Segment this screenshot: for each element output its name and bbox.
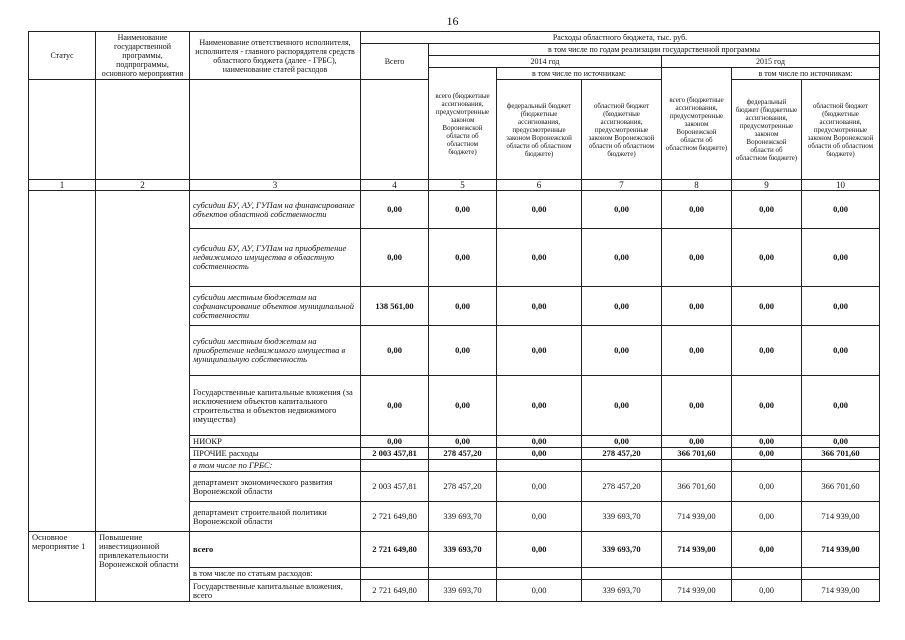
cell-2014-federal: 0,00 bbox=[497, 191, 582, 229]
cell-total: 2 721 649,80 bbox=[361, 502, 429, 532]
cell-2015-regional: 0,00 bbox=[802, 376, 880, 436]
header-total: Всего bbox=[361, 44, 429, 80]
cell-2014-total: 339 693,70 bbox=[429, 502, 497, 532]
col-number: 2 bbox=[96, 180, 190, 191]
cell-2014-regional: 0,00 bbox=[582, 229, 662, 287]
cell-total: 0,00 bbox=[361, 376, 429, 436]
cell-2014-federal: 0,00 bbox=[497, 532, 582, 568]
cell-total: 0,00 bbox=[361, 436, 429, 448]
cell-2015-regional: 0,00 bbox=[802, 326, 880, 376]
cell-2014-federal: 0,00 bbox=[497, 287, 582, 326]
header-federal-2015: федеральный бюджет (бюджетные ассигнования, предусмотренные законом Воронежской области об областном бюджете) bbox=[732, 80, 802, 180]
cell-2014-regional: 339 693,70 bbox=[582, 580, 662, 602]
col-number: 4 bbox=[361, 180, 429, 191]
header-by-sources-2014: в том числе по источникам: bbox=[497, 68, 662, 80]
cell-total: 0,00 bbox=[361, 229, 429, 287]
cell-2015-total: 0,00 bbox=[662, 287, 732, 326]
cell-2014-federal: 0,00 bbox=[497, 472, 582, 502]
cell-2014-total: 278 457,20 bbox=[429, 472, 497, 502]
cell-2015-regional: 714 939,00 bbox=[802, 502, 880, 532]
cell-2015-regional: 0,00 bbox=[802, 229, 880, 287]
cell-2014-total: 0,00 bbox=[429, 229, 497, 287]
header-federal-2014: федеральный бюджет (бюджетные ассигнования, предусмотренные законом Воронежской области об областном бюджете) bbox=[497, 80, 582, 180]
cell-2015-total: 366 701,60 bbox=[662, 472, 732, 502]
col-number: 7 bbox=[582, 180, 662, 191]
cell-2014-federal: 0,00 bbox=[497, 502, 582, 532]
row-label: департамент строительной политики Воронежской области bbox=[190, 502, 361, 532]
row-label: субсидии местным бюджетам на софинансирование объектов муниципальной собственности bbox=[190, 287, 361, 326]
cell-2014-regional: 339 693,70 bbox=[582, 502, 662, 532]
cell-2015-federal: 0,00 bbox=[732, 191, 802, 229]
cell-2015-federal: 0,00 bbox=[732, 448, 802, 460]
header-regional-2015: областной бюджет (бюджетные ассигнования, предусмотренные законом Воронежской области об областном бюджете) bbox=[802, 80, 880, 180]
cell-2015-regional: 714 939,00 bbox=[802, 532, 880, 568]
row-label: субсидии местным бюджетам на приобретение недвижимого имущества в муниципальную собственность bbox=[190, 326, 361, 376]
cell-2014-federal: 0,00 bbox=[497, 436, 582, 448]
header-year-2015: 2015 год bbox=[662, 56, 880, 68]
cell-2014-total: 339 693,70 bbox=[429, 532, 497, 568]
status-cell: Основное мероприятие 1 bbox=[29, 532, 96, 602]
col-number: 5 bbox=[429, 180, 497, 191]
cell-2014-regional: 0,00 bbox=[582, 436, 662, 448]
cell-2015-federal: 0,00 bbox=[732, 229, 802, 287]
row-label: всего bbox=[190, 532, 361, 568]
cell-2014-regional: 339 693,70 bbox=[582, 532, 662, 568]
row-label: в том числе по статьям расходов: bbox=[190, 568, 361, 580]
cell-2015-regional: 366 701,60 bbox=[802, 472, 880, 502]
cell-2014-federal: 0,00 bbox=[497, 580, 582, 602]
cell-2015-regional: 0,00 bbox=[802, 287, 880, 326]
cell-2015-regional: 0,00 bbox=[802, 191, 880, 229]
header-by-sources-2015: в том числе по источникам: bbox=[732, 68, 880, 80]
cell-2015-total: 0,00 bbox=[662, 191, 732, 229]
cell-total: 0,00 bbox=[361, 191, 429, 229]
header-program-name: Наименование государственной программы, подпрограммы, основного мероприятия bbox=[96, 32, 190, 80]
cell-2015-federal: 0,00 bbox=[732, 287, 802, 326]
row-label: Государственные капитальные вложения (за исключением объектов капитального строительства и объектов недвижимого имущества) bbox=[190, 376, 361, 436]
cell-2015-federal: 0,00 bbox=[732, 532, 802, 568]
cell-2015-total: 714 939,00 bbox=[662, 580, 732, 602]
cell-total: 2 721 649,80 bbox=[361, 532, 429, 568]
table-row bbox=[29, 532, 880, 568]
cell-2015-regional: 714 939,00 bbox=[802, 580, 880, 602]
cell-2014-federal: 0,00 bbox=[497, 326, 582, 376]
cell-2015-federal: 0,00 bbox=[732, 326, 802, 376]
col-number: 9 bbox=[732, 180, 802, 191]
cell-2015-federal: 0,00 bbox=[732, 436, 802, 448]
cell-2015-total: 714 939,00 bbox=[662, 502, 732, 532]
cell-2014-federal: 0,00 bbox=[497, 376, 582, 436]
budget-table bbox=[28, 31, 880, 602]
row-label: департамент экономического развития Воронежской области bbox=[190, 472, 361, 502]
cell-2014-total: 0,00 bbox=[429, 287, 497, 326]
cell-2014-federal: 0,00 bbox=[497, 229, 582, 287]
header-executor: Наименование ответственного исполнителя, исполнителя - главного распорядителя средств областного бюджета (далее - ГРБС), наименование статей расходов bbox=[190, 32, 361, 80]
header-total-allocations-2014: всего (бюджетные ассигнования, предусмотренные законом Воронежской области об областном бюджете) bbox=[429, 68, 497, 180]
header-by-years: в том числе по годам реализации государственной программы bbox=[429, 44, 880, 56]
col-number: 3 bbox=[190, 180, 361, 191]
cell-2014-regional: 278 457,20 bbox=[582, 448, 662, 460]
cell-2015-regional: 366 701,60 bbox=[802, 448, 880, 460]
cell-2014-total: 339 693,70 bbox=[429, 580, 497, 602]
cell-2014-regional: 0,00 bbox=[582, 376, 662, 436]
cell-2014-total: 0,00 bbox=[429, 376, 497, 436]
cell-2015-total: 0,00 bbox=[662, 229, 732, 287]
row-label: в том числе по ГРБС: bbox=[190, 460, 361, 472]
row-label: Государственные капитальные вложения, всего bbox=[190, 580, 361, 602]
col-number: 1 bbox=[29, 180, 96, 191]
cell-2015-regional: 0,00 bbox=[802, 436, 880, 448]
table-row bbox=[29, 191, 880, 229]
cell-2015-total: 714 939,00 bbox=[662, 532, 732, 568]
row-label: НИОКР bbox=[190, 436, 361, 448]
row-label: субсидии БУ, АУ, ГУПам на приобретение недвижимого имущества в областную собственность bbox=[190, 229, 361, 287]
header-total-allocations-2015: всего (бюджетные ассигнования, предусмотренные законом Воронежской области об областном бюджете) bbox=[662, 68, 732, 180]
cell-2014-regional: 278 457,20 bbox=[582, 472, 662, 502]
cell-2015-total: 366 701,60 bbox=[662, 448, 732, 460]
cell-2015-total: 0,00 bbox=[662, 376, 732, 436]
header-expenses: Расходы областного бюджета, тыс. руб. bbox=[361, 32, 880, 44]
column-numbers-row bbox=[29, 180, 880, 191]
cell-total: 2 003 457,81 bbox=[361, 472, 429, 502]
cell-2015-federal: 0,00 bbox=[732, 376, 802, 436]
header-status: Статус bbox=[29, 32, 96, 80]
cell-2014-total: 0,00 bbox=[429, 436, 497, 448]
cell-2014-total: 0,00 bbox=[429, 191, 497, 229]
col-number: 6 bbox=[497, 180, 582, 191]
cell-total: 2 003 457,81 bbox=[361, 448, 429, 460]
cell-2014-regional: 0,00 bbox=[582, 191, 662, 229]
row-label: субсидии БУ, АУ, ГУПам на финансирование объектов областной собственности bbox=[190, 191, 361, 229]
row-label: ПРОЧИЕ расходы bbox=[190, 448, 361, 460]
cell-total: 0,00 bbox=[361, 326, 429, 376]
page-number: 16 bbox=[446, 14, 459, 28]
col-number: 10 bbox=[802, 180, 880, 191]
cell-total: 2 721 649,80 bbox=[361, 580, 429, 602]
cell-2015-total: 0,00 bbox=[662, 436, 732, 448]
cell-2015-federal: 0,00 bbox=[732, 472, 802, 502]
cell-2015-federal: 0,00 bbox=[732, 502, 802, 532]
cell-2014-federal: 0,00 bbox=[497, 448, 582, 460]
cell-2014-total: 278 457,20 bbox=[429, 448, 497, 460]
header-year-2014: 2014 год bbox=[429, 56, 662, 68]
cell-2014-regional: 0,00 bbox=[582, 287, 662, 326]
cell-2015-total: 0,00 bbox=[662, 326, 732, 376]
program-cell: Повышение инвестиционной привлекательности Воронежской области bbox=[96, 532, 190, 602]
cell-2014-total: 0,00 bbox=[429, 326, 497, 376]
header-regional-2014: областной бюджет (бюджетные ассигнования, предусмотренные законом Воронежской области об областном бюджете) bbox=[582, 80, 662, 180]
cell-total: 138 561,00 bbox=[361, 287, 429, 326]
cell-2015-federal: 0,00 bbox=[732, 580, 802, 602]
cell-2014-regional: 0,00 bbox=[582, 326, 662, 376]
col-number: 8 bbox=[662, 180, 732, 191]
